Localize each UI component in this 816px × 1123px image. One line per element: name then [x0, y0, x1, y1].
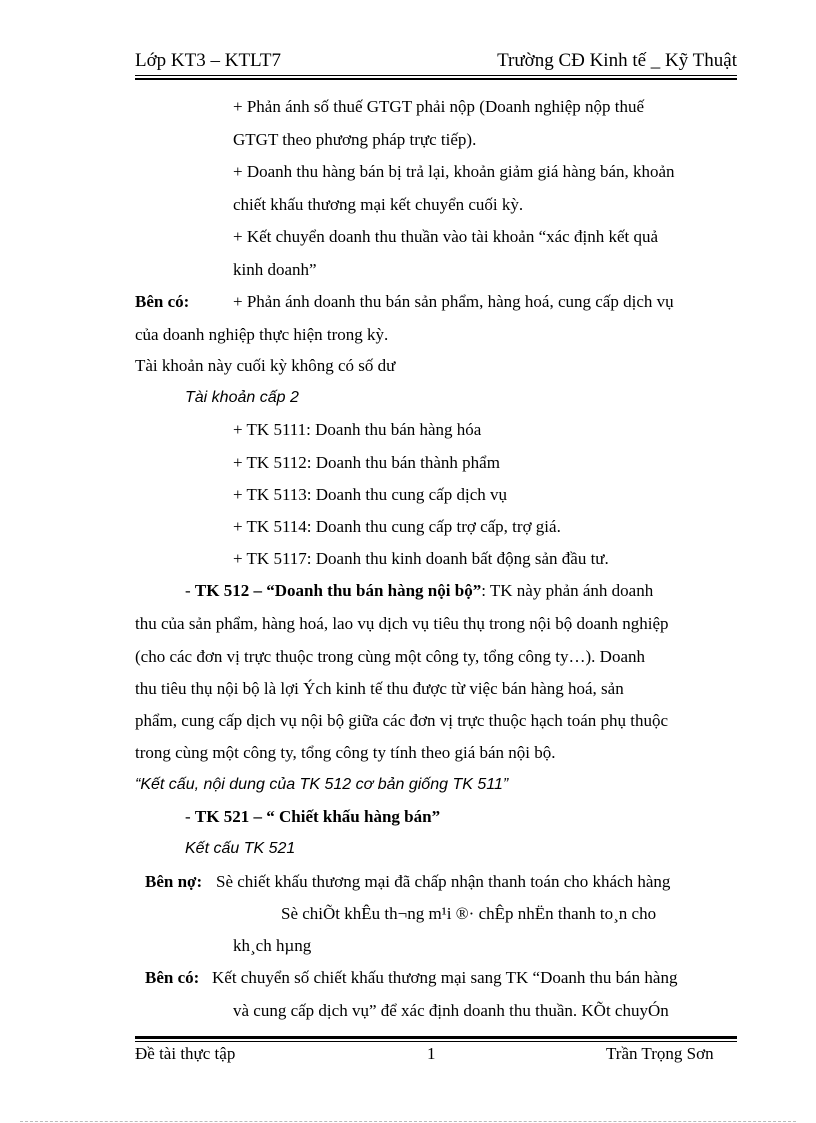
text-line: phẩm, cung cấp dịch vụ nội bộ giữa các đơn vị trực thuộc hạch toán phụ thuộc: [135, 711, 669, 730]
text-line-garbled: Sè chiÕt khÊu th¬ng m¹i ®· chÊp nhËn thanh to¸n cho: [281, 904, 657, 923]
tk521-heading: - TK 521 – “ Chiết khấu hàng bán”: [185, 807, 441, 826]
label-ben-co: Bên có:: [145, 968, 200, 987]
text-line: chiết khấu thương mại kết chuyển cuối kỳ.: [233, 195, 524, 214]
header-rule: [135, 75, 737, 76]
subheading-italic: Kết cấu TK 521: [185, 840, 296, 857]
list-item: + TK 5117: Doanh thu kinh doanh bất động sản đầu tư.: [233, 549, 609, 568]
text-line-garbled: kh¸ch hµng: [233, 936, 312, 955]
text-line: và cung cấp dịch vụ” để xác định doanh thu thuần. KÕt chuyÓn: [233, 1001, 669, 1020]
list-item: + TK 5112: Doanh thu bán thành phẩm: [233, 453, 500, 472]
footer-rule-thick: [135, 1036, 737, 1039]
list-item: + TK 5111: Doanh thu bán hàng hóa: [233, 420, 482, 439]
text-line: + Phản ánh số thuế GTGT phải nộp (Doanh nghiệp nộp thuế: [233, 97, 645, 116]
text-line: trong cùng một công ty, tổng công ty tính theo giá bán nội bộ.: [135, 743, 556, 762]
footer-title: Đề tài thực tập: [135, 1044, 236, 1063]
page-edge: [20, 1121, 796, 1122]
text-line: của doanh nghiệp thực hiện trong kỳ.: [135, 325, 389, 344]
list-item: + TK 5114: Doanh thu cung cấp trợ cấp, trợ giá.: [233, 517, 561, 536]
text-line: thu tiêu thụ nội bộ là lợi Ých kinh tế thu được từ việc bán hàng hoá, sản: [135, 679, 624, 698]
text-line: thu của sản phẩm, hàng hoá, lao vụ dịch vụ tiêu thụ trong nội bộ doanh nghiệp: [135, 614, 669, 633]
label-ben-co: Bên có:: [135, 292, 190, 311]
page-number: 1: [427, 1044, 436, 1063]
footer-rule: [135, 1041, 737, 1042]
page-header: [135, 50, 737, 74]
text-line: + Doanh thu hàng bán bị trả lại, khoản giảm giá hàng bán, khoản: [233, 162, 675, 181]
header-class: Lớp KT3 – KTLT7: [135, 50, 282, 71]
subheading-italic: Tài khoản cấp 2: [185, 389, 299, 406]
text-line: + Kết chuyển doanh thu thuần vào tài khoản “xác định kết quả: [233, 227, 659, 246]
text-line: kinh doanh”: [233, 260, 317, 279]
text-line: Sè chiết khấu thương mại đã chấp nhận thanh toán cho khách hàng: [216, 872, 671, 891]
text-line: Kết chuyển số chiết khấu thương mại sang TK “Doanh thu bán hàng: [212, 968, 678, 987]
tk512-heading: - TK 512 – “Doanh thu bán hàng nội bộ”: TK này phản ánh doanh: [185, 581, 654, 600]
text-line: + Phản ánh doanh thu bán sản phẩm, hàng hoá, cung cấp dịch vụ: [233, 292, 674, 311]
text-line: GTGT theo phương pháp trực tiếp).: [233, 130, 477, 149]
text-line: Tài khoản này cuối kỳ không có số dư: [135, 356, 396, 375]
list-item: + TK 5113: Doanh thu cung cấp dịch vụ: [233, 485, 507, 504]
footer-author: Trần Trọng Sơn: [606, 1044, 714, 1063]
label-ben-no: Bên nợ:: [145, 872, 203, 891]
header-rule-thick: [135, 78, 737, 80]
text-line: (cho các đơn vị trực thuộc trong cùng một công ty, tổng công ty…). Doanh: [135, 647, 645, 666]
italic-note: “Kết cấu, nội dung của TK 512 cơ bản giống TK 511”: [135, 776, 509, 793]
header-school: Trường CĐ Kinh tế _ Kỹ Thuật: [497, 50, 737, 71]
